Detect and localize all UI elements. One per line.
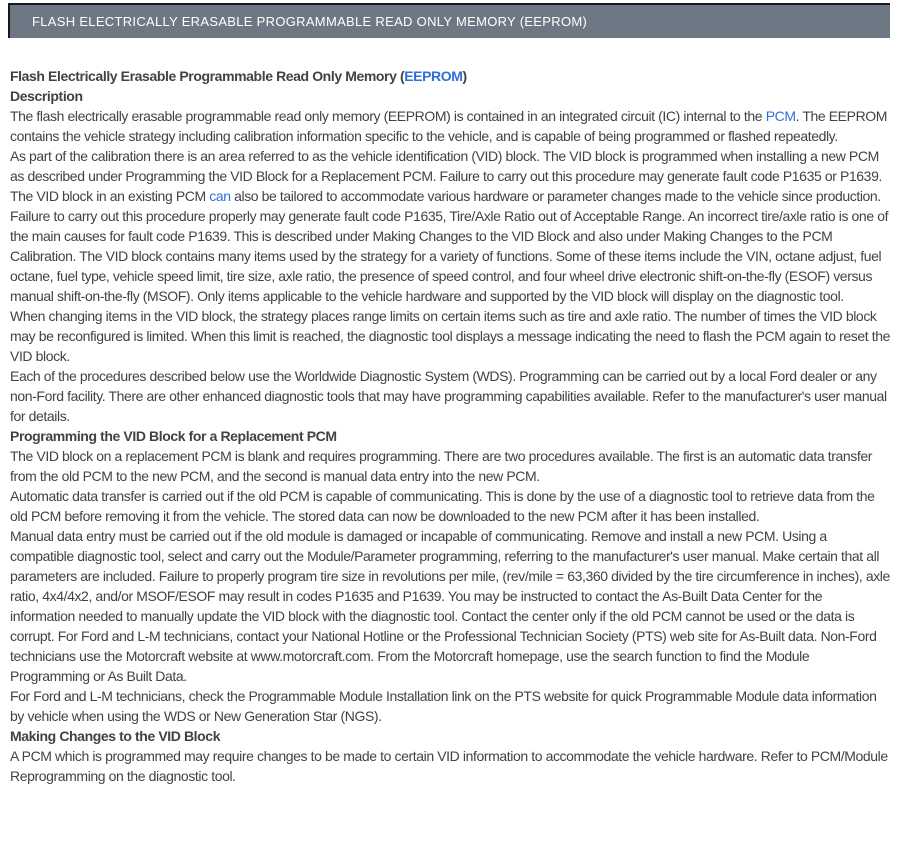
paragraph-automatic-transfer: Automatic data transfer is carried out if the old PCM is capable of communicating. This is done by the use of a diagnostic tool to retrieve data from the old PCM before removing it from the vehicle. The stored data can now be downloaded to the new PCM after it has been installed. [10,488,875,524]
doc-title-text-end: ) [462,68,467,84]
paragraph-replacement-pcm: The VID block on a replacement PCM is blank and requires programming. There are two procedures available. The first is an automatic data transfer from the old PCM to the new PCM, and the second is manual data entry into the new PCM. [10,448,873,484]
heading-making-changes: Making Changes to the VID Block [10,728,221,744]
paragraph-text: The flash electrically erasable programmable read only memory (EEPROM) is contained in an integrated circuit (IC) internal to the [10,108,766,124]
heading-description: Description [10,88,83,104]
paragraph-text: . The EEPROM contains the vehicle strategy including calibration information specific to the vehicle, and is capable of being programmed or flashed repeatedly. [10,108,888,144]
section-header-bar [8,3,890,38]
paragraph-text: also be tailored to accommodate various hardware or parameter changes made to the vehicle since production. Failure to carry out this procedure properly may generate fault code P1635, Tire/Axle Ratio out of Acceptable Range. An incorrect tire/axle ratio is one of the main causes for fault code P1639. This is described under Making Changes to the VID Block and also under Making Changes to the PCM Calibration. The VID block contains many items used by the strategy for a variety of functions. Some of these items include the VIN, octane adjust, fuel octane, fuel type, vehicle speed limit, tire size, axle ratio, the presence of speed control, and four wheel drive electronic shift-on-the-fly (ESOF) versus manual shift-on-the-fly (MSOF). Only items applicable to the vehicle hardware and supported by the VID block will display on the diagnostic tool. [10,188,889,304]
paragraph-wds-procedures: Each of the procedures described below use the Worldwide Diagnostic System (WDS). Programming can be carried out by a local Ford dealer or any non-Ford facility. There are other enhanced diagnostic tools that may have programming capabilities available. Refer to the manufacturer's user manual for details. [10,368,887,424]
section-header-title: FLASH ELECTRICALLY ERASABLE PROGRAMMABLE READ ONLY MEMORY (EEPROM) [32,14,588,29]
paragraph-eeprom-description [10,106,890,146]
document-body [10,66,890,786]
paragraph-making-changes: A PCM which is programmed may require changes to be made to certain VID information to accommodate the vehicle hardware. Refer to PCM/Module Reprogramming on the diagnostic tool. [10,748,888,784]
paragraph-vid-block [10,146,890,306]
doc-title [10,66,890,86]
heading-programming-vid-block: Programming the VID Block for a Replacement PCM [10,428,337,444]
can-link[interactable]: can [209,188,231,204]
paragraph-range-limits: When changing items in the VID block, the strategy places range limits on certain items such as tire and axle ratio. The number of times the VID block may be reconfigured is limited. When this limit is reached, the diagnostic tool displays a message indicating the need to flash the PCM again to reset the VID block. [10,308,891,364]
paragraph-manual-entry: Manual data entry must be carried out if the old module is damaged or incapable of communicating. Remove and install a new PCM. Using a compatible diagnostic tool, select and carry out the Module/Parameter programming, referring to the manufacturer's user manual. Make certain that all parameters are included. Failure to properly program tire size in revolutions per mile, (rev/mile = 63,360 divided by the tire circumference in inches), axle ratio, 4x4/4x2, and/or MSOF/ESOF may result in codes P1635 and P1639. You may be instructed to contact the As-Built Data Center for the information needed to manually update the VID block with the diagnostic tool. Contact the center only if the old PCM cannot be used or the data is corrupt. For Ford and L-M technicians, contact your National Hotline or the Professional Technician Society (PTS) web site for As-Built data. Non-Ford technicians use the Motorcraft website at www.motorcraft.com. From the Motorcraft homepage, use the search function to find the Module Programming or As Built Data. [10,528,890,684]
pcm-link[interactable]: PCM [765,108,796,124]
paragraph-pts-website: For Ford and L-M technicians, check the Programmable Module Installation link on the PTS website for quick Programmable Module data information by vehicle when using the WDS or New Generation Star (NGS). [10,688,877,724]
doc-title-text: Flash Electrically Erasable Programmable Read Only Memory ( [10,68,405,84]
paragraph-text: As part of the calibration there is an area referred to as the vehicle identification (VID) block. The VID block is programmed when installing a new PCM as described under Programming the VID Block for a Replacement PCM. Failure to carry out this procedure may generate fault code P1635 or P1639. The VID block in an existing PCM [10,148,882,204]
eeprom-link[interactable]: EEPROM [404,68,463,84]
